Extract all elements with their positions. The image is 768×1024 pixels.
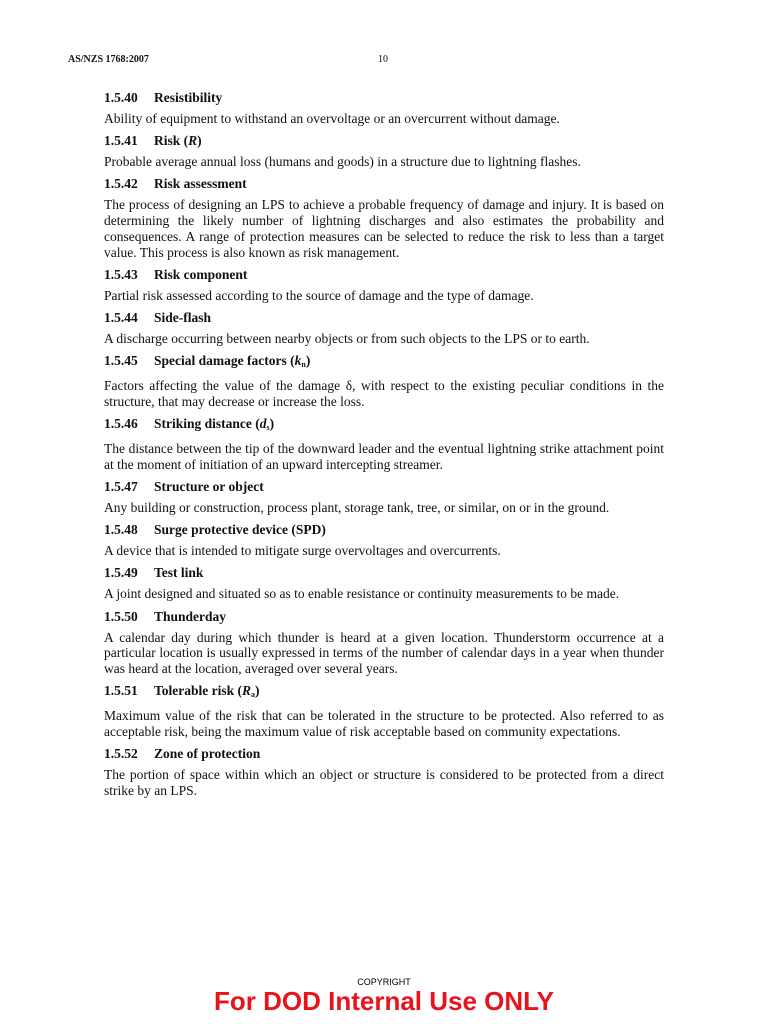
standard-reference: AS/NZS 1768:2007	[68, 54, 149, 65]
definition-entry	[104, 266, 664, 304]
definition-text: A device that is intended to mitigate surge overvoltages and overcurrents.	[104, 543, 501, 559]
term-title: Risk component	[154, 266, 248, 282]
definition-entry	[104, 415, 664, 472]
definition-entry	[104, 309, 664, 347]
clause-number: 1.5.48	[104, 522, 138, 538]
term-heading	[104, 745, 664, 762]
term-heading: 1.5.41 Risk (R)	[104, 133, 202, 149]
clause-number: 1.5.47	[104, 478, 138, 494]
definition-entry	[104, 478, 664, 516]
copyright-label: COPYRIGHT	[357, 977, 411, 987]
clause-number: 1.5.52	[104, 746, 138, 762]
definition-text: A joint designed and situated so as to enable resistance or continuity measurements to be made.	[104, 586, 620, 602]
definition-text: Ability of equipment to withstand an overvoltage or an overcurrent without damage.	[104, 111, 560, 126]
term-title: Structure or object	[154, 478, 264, 494]
term-symbol	[188, 133, 197, 148]
symbol-letter: k	[294, 353, 302, 369]
definition-entry	[104, 745, 664, 798]
definition-entry	[104, 175, 664, 260]
term-heading: 1.5.45 Special damage factors $(k_n)$	[104, 353, 311, 370]
term-heading	[104, 564, 664, 581]
term-heading	[104, 608, 664, 625]
clause-number: 1.5.50	[104, 608, 138, 624]
clause-number: 1.5.40	[104, 90, 138, 105]
definition-text: The distance between the tip of the downward leader and the eventual lightning strike attachment point at the moment of initiation of an upward intercepting streamer.	[104, 441, 664, 472]
term-title: Zone of protection	[154, 746, 261, 762]
term-title: Test link	[154, 565, 204, 581]
clause-number: 1.5.43	[104, 266, 138, 282]
symbol-subscript: a	[251, 690, 256, 700]
definition-text: Probable average annual loss (humans and goods) in a structure due to lightning flashes.	[104, 154, 581, 170]
symbol-letter: R	[242, 683, 252, 699]
clause-number: 1.5.41	[104, 133, 138, 149]
clause-number: 1.5.46	[104, 416, 138, 432]
definition-entry	[104, 564, 664, 602]
definition-text: The process of designing an LPS to achieve a probable frequency of damage and injury. It is based on determining the likely number of lightning discharges and also estimates the probability and consequences. A range of protection measures can be selected to reduce the risk to less than a target value. This process is also known as risk management.	[104, 197, 664, 260]
clause-number: 1.5.49	[104, 565, 138, 581]
symbol-letter: R	[188, 133, 198, 149]
definition-entry	[104, 521, 664, 559]
term-title: Tolerable risk	[154, 683, 235, 699]
definition-text: Factors affecting the value of the damage δ, with respect to the existing peculiar conditions in the structure, that may decrease or increase the loss.	[104, 378, 664, 409]
term-title: Surge protective device (SPD)	[154, 522, 326, 538]
definition-text: Maximum value of the risk that can be tolerated in the structure to be protected. Also referred to as acceptable risk, being the maximum value of risk acceptable based on community expectations.	[104, 708, 664, 739]
term-heading	[104, 521, 664, 538]
term-heading	[104, 89, 664, 106]
clause-number: 1.5.45	[104, 353, 138, 369]
term-title: Side-flash	[154, 309, 212, 325]
term-heading: 1.5.46 Striking distance $(d_s)$	[104, 416, 275, 433]
definition-entry	[104, 89, 664, 127]
term-heading: 1.5.51 Tolerable risk $(R_a)$	[104, 683, 260, 700]
term-symbol	[295, 353, 306, 368]
definition-text: Partial risk assessed according to the source of damage and the type of damage.	[104, 287, 534, 303]
definitions-list	[104, 89, 664, 804]
definition-entry	[104, 682, 664, 739]
term-title: Resistibility	[154, 90, 223, 105]
term-symbol	[260, 416, 270, 431]
term-symbol	[242, 683, 255, 698]
symbol-subscript: s	[266, 423, 270, 433]
term-heading	[104, 478, 664, 495]
definition-entry	[104, 352, 664, 409]
term-heading	[104, 266, 664, 283]
term-heading	[104, 309, 664, 326]
clause-number: 1.5.42	[104, 176, 138, 192]
symbol-subscript: n	[301, 360, 306, 370]
definition-entry	[104, 132, 664, 170]
term-heading	[104, 175, 664, 192]
page-number: 10	[378, 54, 388, 65]
internal-use-notice: For DOD Internal Use ONLY	[214, 986, 554, 1016]
clause-number: 1.5.44	[104, 309, 138, 325]
definition-text: The portion of space within which an object or structure is considered to be protected from a direct strike by an LPS.	[104, 767, 664, 798]
definition-text: Any building or construction, process plant, storage tank, tree, or similar, on or in the ground.	[104, 499, 610, 515]
term-title: Risk assessment	[154, 176, 247, 192]
term-title: Special damage factors	[154, 353, 287, 369]
term-title: Risk	[154, 133, 181, 149]
symbol-letter: d	[259, 416, 267, 432]
clause-number: 1.5.51	[104, 683, 138, 699]
definition-text: A calendar day during which thunder is heard at a given location. Thunderstorm occurrence at a particular location is usually expressed in terms of the number of calendar days in a year when thunder was heard at the location, averaged over several years.	[104, 629, 664, 676]
term-title: Striking distance	[154, 416, 252, 432]
definition-entry	[104, 608, 664, 677]
definition-text: A discharge occurring between nearby objects or from such objects to the LPS or to earth.	[104, 330, 590, 346]
term-title: Thunderday	[154, 608, 227, 624]
